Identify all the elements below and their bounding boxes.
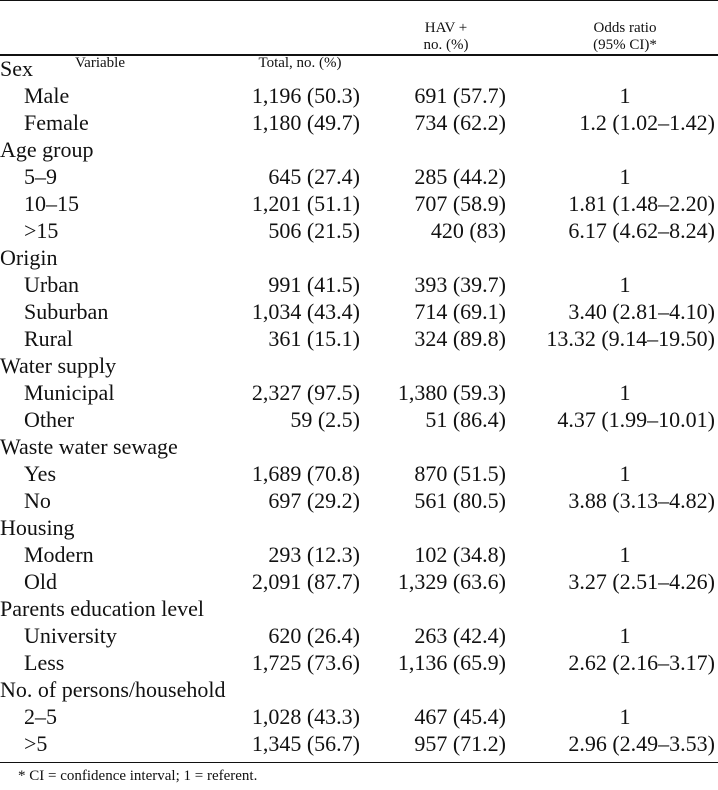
cell-odds-ratio: 1 <box>619 704 631 729</box>
row-level: Suburban <box>24 299 109 324</box>
cell-odds-ratio: 2.96 (2.49–3.53) <box>568 731 715 756</box>
table-row <box>0 82 718 109</box>
cell-total: 697 (29.2) <box>268 488 360 513</box>
cell-total: 645 (27.4) <box>268 164 360 189</box>
cell-odds-ratio: 1 <box>619 542 631 567</box>
cell-hav: 393 (39.7) <box>414 272 506 297</box>
cell-hav: 324 (89.8) <box>414 326 506 351</box>
cell-odds-ratio: 1.81 (1.48–2.20) <box>568 191 715 216</box>
table-row <box>0 730 718 757</box>
cell-total: 361 (15.1) <box>268 326 360 351</box>
row-level: Yes <box>24 461 57 486</box>
cell-hav: 691 (57.7) <box>414 83 506 108</box>
cell-hav: 102 (34.8) <box>414 542 506 567</box>
cell-total: 1,196 (50.3) <box>251 83 360 108</box>
cell-total: 506 (21.5) <box>268 218 360 243</box>
row-level: 5–9 <box>24 164 57 189</box>
row-level: Urban <box>24 272 79 297</box>
cell-odds-ratio: 6.17 (4.62–8.24) <box>568 218 715 243</box>
group-label: Age group <box>0 137 94 162</box>
cell-odds-ratio: 1 <box>619 83 631 108</box>
cell-hav: 714 (69.1) <box>414 299 506 324</box>
row-level: Less <box>24 650 65 675</box>
group-row <box>0 352 718 379</box>
row-level: 10–15 <box>24 191 79 216</box>
cell-total: 1,725 (73.6) <box>251 650 360 675</box>
cell-total: 620 (26.4) <box>268 623 360 648</box>
group-label: Waste water sewage <box>0 434 178 459</box>
cell-odds-ratio: 3.88 (3.13–4.82) <box>568 488 715 513</box>
table-row <box>0 622 718 649</box>
cell-total: 1,180 (49.7) <box>251 110 360 135</box>
table-row <box>0 460 718 487</box>
cell-hav: 707 (58.9) <box>414 191 506 216</box>
cell-odds-ratio: 1 <box>619 461 631 486</box>
cell-odds-ratio: 1.2 (1.02–1.42) <box>579 110 715 135</box>
cell-hav: 1,329 (63.6) <box>397 569 506 594</box>
group-row <box>0 676 718 703</box>
cell-hav: 51 (86.4) <box>425 407 506 432</box>
table-row <box>0 163 718 190</box>
table-row <box>0 541 718 568</box>
row-level: Male <box>24 83 70 108</box>
cell-hav: 420 (83) <box>430 218 506 243</box>
cell-hav: 561 (80.5) <box>414 488 506 513</box>
row-level: Other <box>24 407 75 432</box>
table-row <box>0 271 718 298</box>
table-row <box>0 325 718 352</box>
row-level: 2–5 <box>24 704 57 729</box>
cell-odds-ratio: 3.40 (2.81–4.10) <box>568 299 715 324</box>
group-row <box>0 244 718 271</box>
cell-hav: 870 (51.5) <box>414 461 506 486</box>
group-row <box>0 136 718 163</box>
group-row <box>0 595 718 622</box>
cell-odds-ratio: 2.62 (2.16–3.17) <box>568 650 715 675</box>
cell-hav: 285 (44.2) <box>414 164 506 189</box>
cell-hav: 1,380 (59.3) <box>397 380 506 405</box>
group-label: Parents education level <box>0 596 205 621</box>
row-level: Modern <box>24 542 94 567</box>
table-row <box>0 649 718 676</box>
cell-odds-ratio: 4.37 (1.99–10.01) <box>557 407 715 432</box>
group-label: Housing <box>0 515 75 540</box>
cell-total: 1,201 (51.1) <box>251 191 360 216</box>
header-or-line1: Odds ratio <box>593 20 657 36</box>
group-label: Water supply <box>0 353 117 378</box>
cell-total: 1,034 (43.4) <box>251 299 360 324</box>
cell-total: 2,091 (87.7) <box>251 569 360 594</box>
group-label: Sex <box>0 56 33 81</box>
table-row <box>0 487 718 514</box>
row-level: Female <box>24 110 89 135</box>
cell-total: 293 (12.3) <box>268 542 360 567</box>
group-row <box>0 433 718 460</box>
table-bottom-rule <box>0 762 718 763</box>
cell-hav: 263 (42.4) <box>414 623 506 648</box>
group-row <box>0 514 718 541</box>
header-odds-ratio <box>540 0 710 54</box>
row-level: University <box>24 623 117 648</box>
row-level: Old <box>24 569 57 594</box>
group-label: Origin <box>0 245 58 270</box>
cell-hav: 467 (45.4) <box>414 704 506 729</box>
row-level: Municipal <box>24 380 115 405</box>
cell-total: 2,327 (97.5) <box>251 380 360 405</box>
cell-total: 1,345 (56.7) <box>251 731 360 756</box>
row-level: >5 <box>24 731 48 756</box>
cell-odds-ratio: 1 <box>619 272 631 297</box>
table-body <box>0 55 718 757</box>
cell-odds-ratio: 1 <box>619 164 631 189</box>
header-total-text: Total, no. (%) <box>258 55 342 71</box>
table-row <box>0 217 718 244</box>
group-row <box>0 55 718 82</box>
header-variable-text: Variable <box>75 55 125 71</box>
cell-odds-ratio: 1 <box>619 623 631 648</box>
cell-total: 1,028 (43.3) <box>251 704 360 729</box>
table-row <box>0 190 718 217</box>
table-row <box>0 298 718 325</box>
cell-odds-ratio: 3.27 (2.51–4.26) <box>568 569 715 594</box>
row-level: >15 <box>24 218 59 243</box>
cell-hav: 1,136 (65.9) <box>397 650 506 675</box>
cell-odds-ratio: 1 <box>619 380 631 405</box>
table-footnote: * CI = confidence interval; 1 = referent. <box>18 768 258 784</box>
row-level: Rural <box>24 326 73 351</box>
cell-total: 1,689 (70.8) <box>251 461 360 486</box>
row-level: No <box>24 488 51 513</box>
table-row <box>0 109 718 136</box>
cell-total: 59 (2.5) <box>290 407 360 432</box>
table-row <box>0 568 718 595</box>
cell-odds-ratio: 13.32 (9.14–19.50) <box>546 326 715 351</box>
table-row <box>0 703 718 730</box>
table-row <box>0 379 718 406</box>
cell-hav: 957 (71.2) <box>414 731 506 756</box>
header-hav <box>378 0 514 54</box>
table-row <box>0 406 718 433</box>
group-label: No. of persons/household <box>0 677 226 702</box>
header-hav-line2: no. (%) <box>423 37 469 53</box>
header-or-line2: (95% CI)* <box>593 37 657 53</box>
cell-hav: 734 (62.2) <box>414 110 506 135</box>
cell-total: 991 (41.5) <box>268 272 360 297</box>
header-hav-line1: HAV + <box>424 20 468 36</box>
